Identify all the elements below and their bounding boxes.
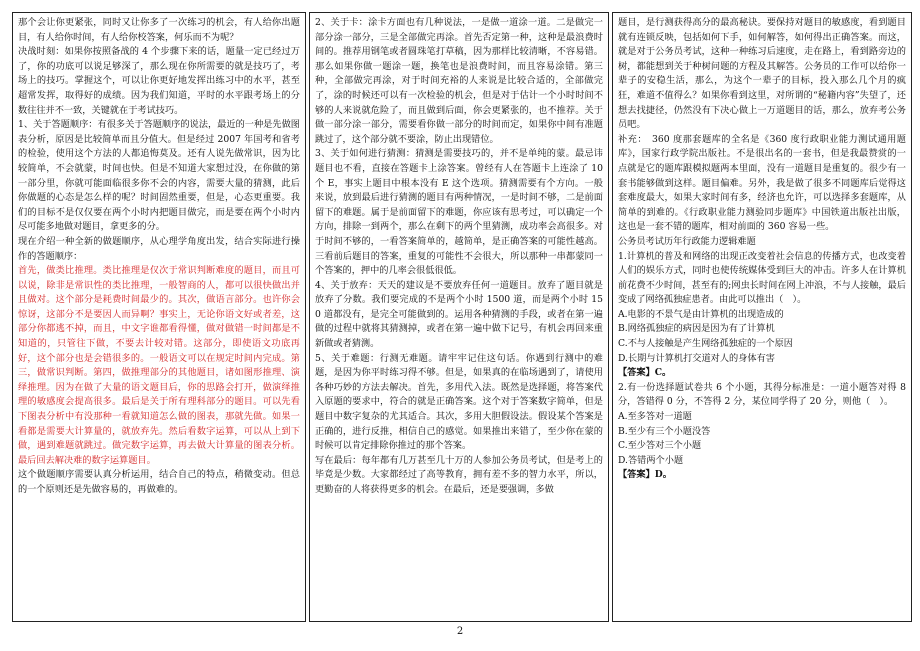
- paragraph: 现在介绍一种全新的做题顺序，从心理学角度出发，结合实际进行操作的答题顺序：: [18, 235, 300, 262]
- answer-line: 【答案】C。: [618, 367, 672, 379]
- paragraph: 2、关于卡：涂卡方面也有几种说法，一是做一道涂一道。二是做完一部分涂一部分，三是全部做完再涂。首先否定第一种，这种是最浪费时间的。推荐用钢笔或者圆珠笔打草稿，因为那样比较清晰，不容易错。那么如果你做一题涂一题，换笔也是浪费时间，而且容易涂错。第三种，全部做完再涂，对于时间充裕的人来说是比较合适的，全部做完了，涂的时候还可以有一次检验的机会，但是对于估计一个小时时间不够的人来说就危险了，而且做到后面，你会更紧张的，也不推荐。关于做一部分涂一部分，需要看你做一部分的时间而定，如果你中间有准题跳过了，这个部分就不要涂，防止出现错位。: [315, 17, 603, 145]
- paragraph: 决战时刻：如果你按照备战的 4 个步骤下来的话，题量一定已经过万了，你的功底可以说足够深了，那么现在你所需要的就是技巧了，考场上的技巧。掌握这个，可以让你更好地发挥出练习中的水平，甚至超常发挥，取得好的成绩。因为我们知道，平时的水平跟考场上的分数往往并不一致，关键就在于考试技巧。: [18, 46, 300, 116]
- text-column-3: [612, 12, 912, 622]
- paragraph: 那个会让你更紧张，同时又让你多了一次练习的机会，有人给你出题目，有人给你时间，有人给你校答案，何乐而不为呢？: [18, 17, 300, 43]
- paragraph: 5、关于难题：行测无难题。请牢牢记住这句话。你遇到行测中的难题，是因为你平时练习得不够。但是，如果真的在临场遇到了，请使用各种巧妙的方法去解决。首先，多用代入法。既然是选择题，将答案代入原题的要求中，符合的就是正确答案。这个对于答案数字简单，但是题目中数字复杂的尤其适合。其次，多用大胆假设法。假设某个答案是正确的，进行反推，相信自己的感觉。如果推出来错了，至少你在蒙的时候可以肯定排除你推过的那个答案。: [315, 352, 603, 452]
- paragraph: D.答错两个小题: [618, 454, 684, 466]
- page-number: 2: [456, 626, 464, 637]
- paragraph: 补充： 360 度那套题库的全名是《360 度行政职业能力测试通用题库》，国家行政学院出版社。不是很出名的一套书，但是我最赞赏的一点就是它的题库跟模拟题两本里面，没有一道题目是重复的。很少有一套书能够做到这样。题目偏难。另外，我是做了很多不同题库后觉得这套难度最大，如果大家时间有多，经济也允许，可以选择多套题库，从简单的到难的。《行政职业能力测验同步题库》中国铁道出版社出版，这也是一套不错的题库，相对前面的 360 容易一些。: [618, 133, 906, 233]
- text-column-2: [309, 12, 609, 622]
- paragraph: C.至少答对三个小题: [618, 440, 702, 452]
- paragraph: D.长期与计算机打交道对人的身体有害: [618, 352, 775, 364]
- paragraph: 4、关于放弃：天天的建议是不要放弃任何一道题目。放弃了题目就是放弃了分数。我们要完成的不是两个小时 1500 道，而是两个小时 150 道都没有，是完全可能做到的。运用各种猜测的手段，或者在第一遍做的过程中就将其猜测掉，或者在第一遍中做下记号，有机会再回来重新做或者猜测。: [315, 279, 603, 350]
- paragraph: 这个做题顺序需要认真分析运用，结合自己的特点，稍微变动。但总的一个原则还是先做容易的，再做难的。: [18, 469, 300, 495]
- paragraph: 1、关于答题顺序：有很多关于答题顺序的说法，最近的一种是先做图表分析，原因是比较简单而且分值大。但是经过 2007 年国考和省考的检验，使用这个方法的人都追悔莫及。还有人说先做常识，因为比较简单，不会就蒙，时间也快。但是不知道大家想过没，在你做的第一部分里，你就可能面临很多你不会的内容，需要大量的猜测，此后你做题的心态是怎么样的呢？时间固然重要，但是，心态更重要。我们的目标不是仅仅要在两个小时内把题目做完，而是要在两个小时内尽可能多地做对题目，拿更多的分。: [18, 119, 300, 233]
- paragraph: 1.计算机的普及和网络的出现正改变着社会信息的传播方式，也改变着人们的娱乐方式，同时也使传统媒体受到巨大的冲击。许多人在计算机前花费不少时间，甚至有的;网虫长时间在网上冲浪，不与人接触，最后变成了网络孤独症患者。由此可以推出（ ）。: [618, 250, 906, 306]
- paragraph: 写在最后：每年都有几万甚至几十万的人参加公务员考试，但是考上的毕竟是少数。大家都经过了高等教育，拥有差不多的智力水平，所以，更勤奋的人将获得更多的机会。在最后，还是要强调，多做: [315, 454, 603, 495]
- answer-line: 【答案】D。: [618, 469, 672, 481]
- paragraph: C.不与人接触是产生网络孤独症的一个原因: [618, 338, 793, 350]
- paragraph: 3、关于如何进行猜测：猜测是需要技巧的，并不是单纯的蒙。最忌讳题目也不看，直接在答题卡上涂答案。曾经有人在答题卡上连涂了 10 个 E，事实上题目中根本没有 E 这个选项。猜测需要有个方向。一般来说，放到最后进行猜测的题目有两种情况，一是时间不够，二是前面留下的难题。属于是前面留下的难题，你应该有思考过，可以确定一个方向，排除一到两个，那么在剩下的两个里猜测，成功率会高很多。对于时间不够的，一看答案简单的，越简单，是正确答案的可能性越高。三看前后题目的答案，重复的可能性不会很大，所以那种一串都蒙同一个答案的，押中的几率会很低很低。: [315, 148, 603, 277]
- paragraph: B.网络孤独症的病因是因为有了计算机: [618, 323, 775, 335]
- paragraph: 公务员考试历年行政能力逻辑难题: [618, 235, 756, 247]
- paragraph: 题目，是行测获得高分的最高秘诀。要保持对题目的敏感度，看到题目就有连锁反映，包括如何下手，如何解答，如何得出正确答案。而这，就是对于公务员考试，这种一种练习后速度，走在路上，看到路旁边的树，都能想到关于种树问题的方程及其解答。公务员的工作可以给你一辈子的安稳生活，那么，为这个一辈子的目标，投入那么几个月的疯狂，难道不值得么？如果你看到这里，对所谓的“秘籍内容”失望了，还想去找捷径，仍然没有下决心做上一万道题目的话，那么，放弃考公务员吧。: [618, 17, 906, 131]
- paragraph: 首先，做类比推理。类比推理是仅次于常识判断难度的题目，而且可以说，除非是常识性的类比推理，一般智商的人，都可以很快做出并且做对。这个部分是耗费时间最少的。其次，做语言部分。也许你会惊讶，这部分不是要因人而异啊？事实上，无论你语文好或者差，这部分你都逃不掉，而且，中文字谁都看得懂，做对做错一时间都是不知道的，只管往下做，不要去计较对错。这部分，即使语文功底再好，这个部分也是会错很多的。一般语文可以在规定时间内完成。第三，做常识判断。第四，做推理部分的其他题目，诸如图形推理、演绎推理。因为在做了大量的语文题目后，你的思路会打开，做演绎推理的敏感度会提高很多。最后是关于所有理科部分的题目。可以先看下图表分析中有没那种一看就知道怎么做的图表，那就先做。如果一看都是需要大计算量的，就放弃先。然后看数字运算，可以从上到下做，遇到难题就跳过。做完数字运算，再去做大计算量的图表分析。最后回去解决难的数字运算题目。: [18, 265, 300, 466]
- paragraph: 2.有一份选择题试卷共 6 个小题，其得分标准是：一道小题答对得 8 分，答错得 0 分，不答得 2 分，某位同学得了 20 分，则他（ ）。: [618, 381, 906, 408]
- text-column-1: [12, 12, 306, 622]
- paragraph: A.电影的不景气是由计算机的出现造成的: [618, 308, 784, 320]
- paragraph: B.至少有三个小题没答: [618, 425, 711, 437]
- paragraph: A.至多答对一道题: [618, 411, 692, 423]
